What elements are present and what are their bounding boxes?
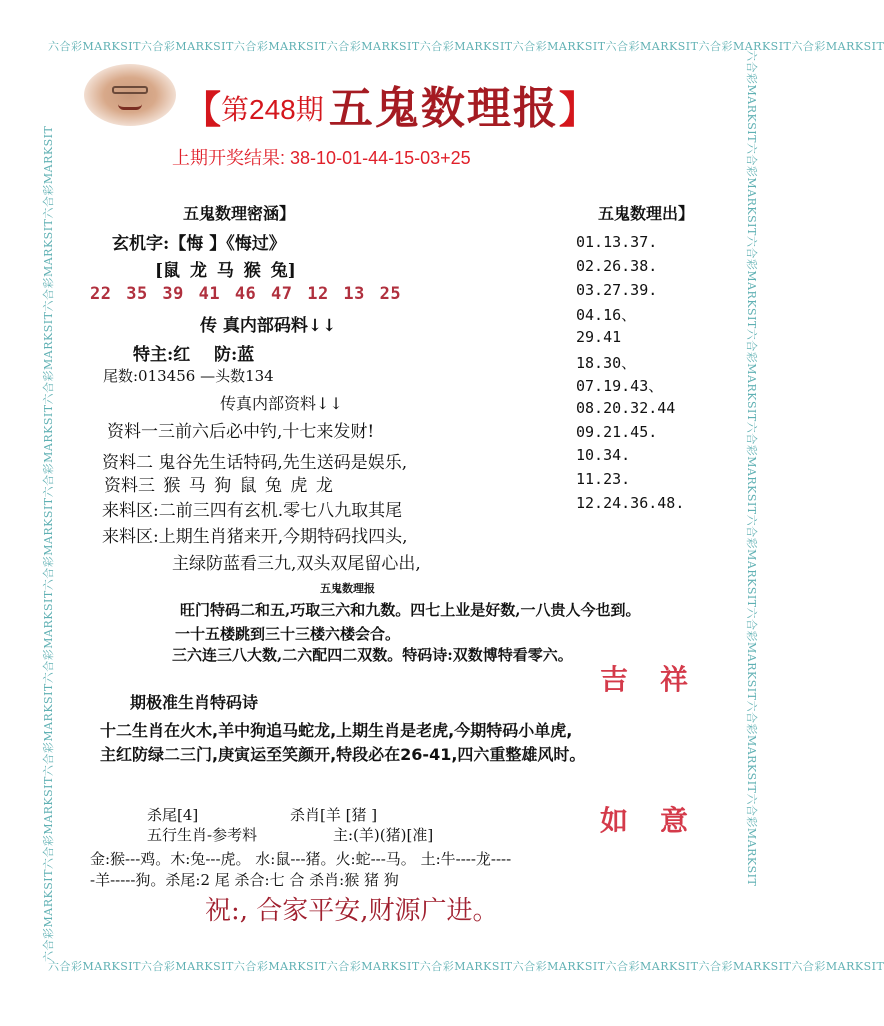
source-2: 来料区:上期生肖猪来开,今期特码找四头, — [102, 527, 408, 547]
number-list: 22 35 39 41 46 47 12 13 25 — [90, 284, 402, 304]
right-row: 03.27.39. — [576, 281, 658, 299]
right-row: 12.24.36.48. — [576, 494, 685, 512]
right-row: 02.26.38. — [576, 257, 658, 275]
page-title — [183, 72, 597, 136]
source-3: 主绿防蓝看三九,双头双尾留心出, — [172, 554, 421, 574]
poem-line-2: 一十五楼跳到三十三楼六楼会合。 — [175, 625, 401, 643]
fax-heading-2: 传真内部资料↓↓ — [220, 394, 343, 413]
border-left: 六合彩MARKSIT六合彩MARKSIT六合彩MARKSIT六合彩MARKSIT六合彩MARKSIT六合彩MARKSIT六合彩MARKSIT六合彩MARKSIT六合彩MARKSIT — [42, 125, 55, 962]
zodiac-list: [鼠 龙 马 猴 兔] — [155, 261, 296, 281]
border-bottom: 六合彩MARKSIT六合彩MARKSIT六合彩MARKSIT六合彩MARKSIT六合彩MARKSIT六合彩MARKSIT六合彩MARKSIT六合彩MARKSIT六合彩MARKSIT — [48, 960, 884, 973]
border-right: 六合彩MARKSIT六合彩MARKSIT六合彩MARKSIT六合彩MARKSIT六合彩MARKSIT六合彩MARKSIT六合彩MARKSIT六合彩MARKSIT六合彩MARKSIT — [745, 50, 758, 887]
right-row: 07.19.43、 — [576, 377, 664, 395]
wuxing-line-1: 金:猴---鸡。木:兔---虎。 水:鼠---猪。火:蛇---马。 土:牛----龙---- — [90, 850, 512, 868]
stamp-mark: 祥 — [660, 663, 689, 696]
left-heading: 五鬼数理密涵】 — [183, 204, 296, 223]
right-row: 08.20.32.44 — [576, 399, 676, 417]
stamp-mark: 吉 — [600, 663, 629, 696]
zodiac-poem-line-2: 主红防绿二三门,庚寅运至笑颜开,特段必在26-41,四六重整雄风时。 — [100, 745, 586, 764]
wuxing-line-2: -羊-----狗。杀尾:2 尾 杀合:七 合 杀肖:猴 猪 狗 — [90, 871, 399, 889]
right-row: 04.16、 — [576, 306, 637, 324]
right-heading: 五鬼数理出】 — [598, 204, 695, 223]
right-row: 01.13.37. — [576, 233, 658, 251]
wish-text: 祝:, 合家平安,财源广进。 — [205, 896, 499, 926]
small-title: 五鬼数理报 — [320, 582, 375, 595]
info-1: 资料一三前六后必中钓,十七来发财! — [107, 422, 375, 442]
zodiac-poem-line-1: 十二生肖在火木,羊中狗追马蛇龙,上期生肖是老虎,今期特码小单虎, — [100, 721, 573, 740]
fax-heading-1: 传 真内部码料↓↓ — [200, 316, 337, 336]
info-2: 资料二 鬼谷先生话特码,先生送码是娱乐, — [102, 453, 408, 473]
bracket-close: 】 — [558, 87, 597, 132]
zodiac-poem-title: 期极准生肖特码诗 — [130, 693, 259, 712]
last-result: 上期开奖结果: 38-10-01-44-15-03+25 — [172, 148, 471, 168]
main-pick: 主:(羊)(猪)[准] — [333, 826, 434, 844]
wuxing-title: 五行生肖-参考料 — [147, 826, 258, 844]
bracket-open: 【 — [183, 87, 222, 132]
stamp-mark: 意 — [660, 804, 689, 837]
right-row: 18.30、 — [576, 354, 637, 372]
title-text: 五鬼数理报 — [328, 83, 559, 134]
info-3: 资料三 猴 马 狗 鼠 兔 虎 龙 — [104, 476, 333, 496]
source-1: 来料区:二前三四有玄机.零七八九取其尾 — [102, 501, 403, 521]
right-row: 29.41 — [576, 328, 622, 346]
kill-zodiac: 杀肖[羊 [猪 ] — [290, 806, 378, 824]
right-row: 11.23. — [576, 470, 631, 488]
tail-head-numbers: 尾数:013456 —头数134 — [103, 367, 274, 385]
poem-line-3: 三六连三八大数,二六配四二双数。特码诗:双数博特看零六。 — [172, 646, 573, 664]
border-top: 六合彩MARKSIT六合彩MARKSIT六合彩MARKSIT六合彩MARKSIT六合彩MARKSIT六合彩MARKSIT六合彩MARKSIT六合彩MARKSIT六合彩MARKSIT — [48, 40, 884, 53]
mystery-word: 玄机字:【悔 】《悔过》 — [112, 234, 286, 254]
avatar — [84, 64, 176, 126]
color-pick: 特主:红 防:蓝 — [133, 345, 255, 365]
right-row: 09.21.45. — [576, 423, 658, 441]
issue-number: 第248期 — [221, 94, 324, 125]
right-row: 10.34. — [576, 446, 631, 464]
stamp-mark: 如 — [600, 804, 629, 837]
kill-tail: 杀尾[4] — [147, 806, 199, 824]
poem-line-1: 旺门特码二和五,巧取三六和九数。四七上业是好数,一八贵人今也到。 — [180, 601, 641, 619]
